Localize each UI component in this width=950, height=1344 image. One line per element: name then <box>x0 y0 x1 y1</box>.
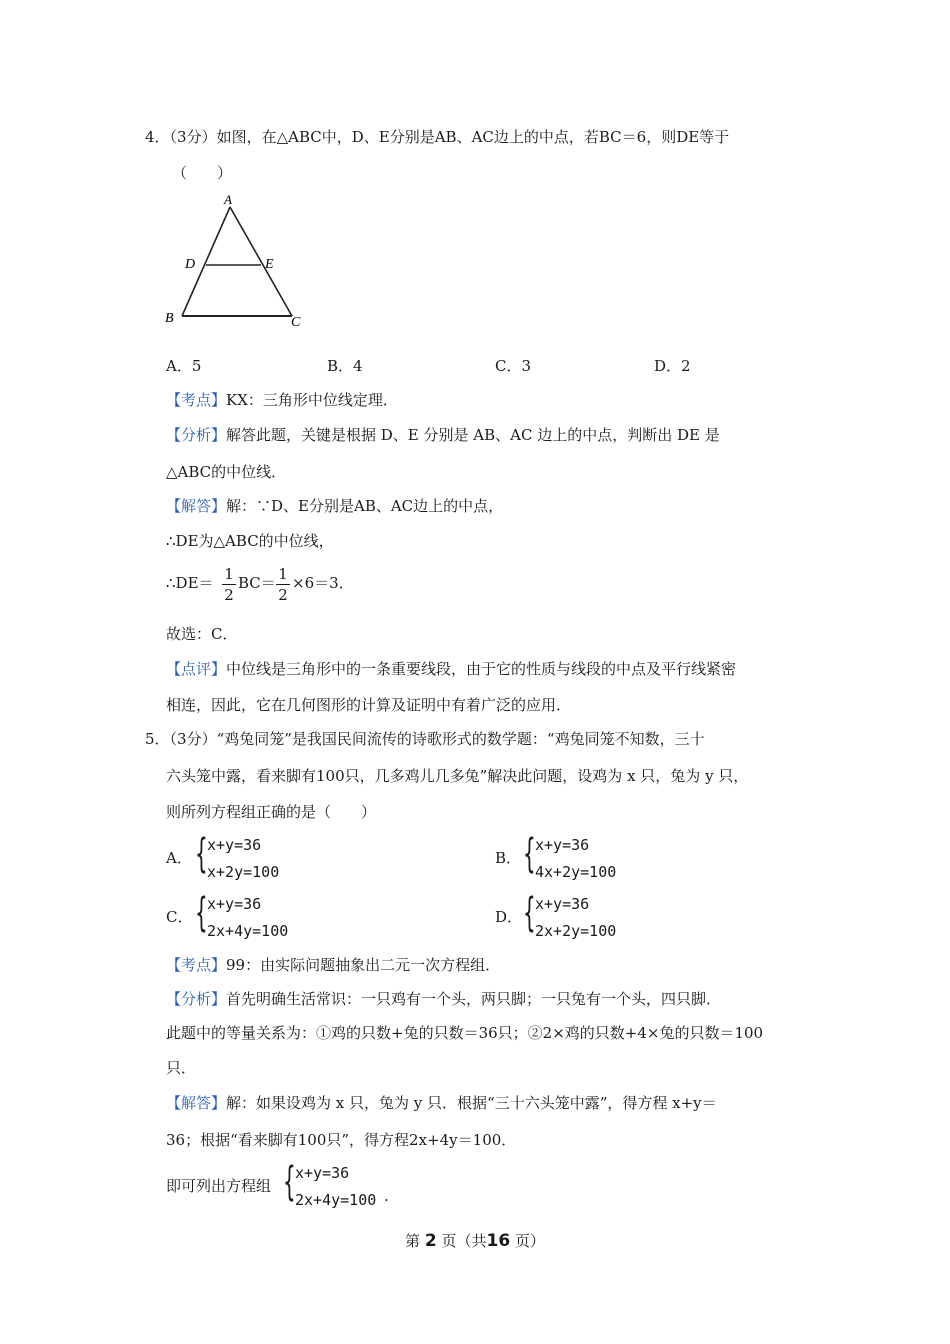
q4-dianping-line2: 相连，因此，它在几何图形的计算及证明中有着广泛的应用． <box>166 696 572 714</box>
q4-jieda <box>166 496 503 516</box>
q4-jieda-line2: ∴DE为△ABC的中位线， <box>166 532 334 550</box>
footer-page-number: 2 <box>424 1231 437 1251</box>
brace-icon: { <box>195 890 208 936</box>
frac-num-1: 1 <box>224 565 234 583</box>
dianping-tag: 【点评】 <box>166 660 227 678</box>
jieda-tag: 【解答】 <box>166 1094 227 1112</box>
q5-option-a-eq2: x+2y=100 <box>207 863 280 881</box>
q4-jieda-line3-b: BC＝ <box>238 574 276 592</box>
q4-fenxi <box>166 425 720 445</box>
q5-system-eq1: x+y=36 <box>295 1164 350 1182</box>
footer-total-pages: 16 <box>486 1231 511 1251</box>
dianping-text-1: 中位线是三角形中的一条重要线段，由于它的性质与线段的中点及平行线紧密 <box>226 660 737 678</box>
q5-option-b-eq1: x+y=36 <box>535 836 590 854</box>
q5-option-c-eq2: 2x+4y=100 <box>207 922 289 940</box>
q5-option-a-eq1: x+y=36 <box>207 836 262 854</box>
footer-mid: 页（共 <box>441 1232 487 1250</box>
brace-icon: { <box>195 831 208 877</box>
page-footer <box>0 1230 950 1251</box>
brace-icon: { <box>523 890 536 936</box>
fraction-half-2 <box>276 565 290 604</box>
fenxi-text-1: 解答此题，关键是根据 D、E 分别是 AB、AC 边上的中点，判断出 DE 是 <box>226 426 720 444</box>
jieda-text-1: 解：∵D、E分别是AB、AC边上的中点， <box>226 497 504 515</box>
triangle-figure <box>160 190 320 335</box>
q4-fenxi-line2: △ABC的中位线． <box>166 463 287 481</box>
brace-icon: { <box>283 1159 296 1205</box>
q5-option-c-eq1: x+y=36 <box>207 895 262 913</box>
q5-option-d-label: D． <box>495 908 523 926</box>
q5-option-c-label: C． <box>166 908 193 926</box>
label-E: E <box>265 257 274 272</box>
q5-stem-line1: 5．（3分）“鸡兔同笼”是我国民间流传的诗歌形式的数学题：“鸡兔同笼不知数，三十 <box>145 730 705 748</box>
q4-option-a: A．5 <box>166 357 202 375</box>
label-A: A <box>224 192 232 207</box>
q4-stem-line1: 4．（3分）如图，在△ABC中，D、E分别是AB、AC边上的中点，若BC＝6，则DE等于 <box>145 128 730 146</box>
q5-jieda-line2: 36；根据“看来脚有100只”，得方程2x+4y＝100． <box>166 1131 517 1149</box>
footer-pre: 第 <box>405 1232 421 1250</box>
q5-option-b-label: B． <box>495 849 522 867</box>
fenxi-tag: 【分析】 <box>166 426 227 444</box>
q5-option-b-eq2: 4x+2y=100 <box>535 863 617 881</box>
frac-den-2: 2 <box>278 586 288 604</box>
label-B: B <box>165 311 174 326</box>
q5-system-eq2: 2x+4y=100 <box>295 1191 377 1209</box>
kaodian-text: 99：由实际问题抽象出二元一次方程组． <box>226 956 501 974</box>
jieda-tag: 【解答】 <box>166 497 227 515</box>
q5-stem-line2: 六头笼中露，看来脚有100只，几多鸡儿几多兔”解决此问题，设鸡为 x 只，兔为 y 只， <box>166 767 749 785</box>
q5-jieda-line3: 即可列出方程组 <box>166 1177 272 1195</box>
q5-fenxi <box>166 989 721 1009</box>
jieda-text-1: 解：如果设鸡为 x 只，兔为 y 只．根据“三十六头笼中露”，得方程 x+y＝ <box>226 1094 717 1112</box>
q5-option-d-eq1: x+y=36 <box>535 895 590 913</box>
q4-jieda-line3-a: ∴DE＝ <box>166 574 214 592</box>
label-D: D <box>185 257 196 272</box>
q4-option-b: B．4 <box>327 357 363 375</box>
fenxi-text-1: 首先明确生活常识：一只鸡有一个头，两只脚；一只兔有一个头，四只脚． <box>226 990 722 1008</box>
fraction-half-1 <box>222 565 236 604</box>
q5-fenxi-line2: 此题中的等量关系为：①鸡的只数+兔的只数＝36只；②2×鸡的只数+4×兔的只数＝100 <box>166 1024 764 1042</box>
kaodian-tag: 【考点】 <box>166 391 227 409</box>
frac-den-1: 2 <box>224 586 234 604</box>
q4-kaodian <box>166 390 398 410</box>
q4-jieda-line3-c: ×6＝3． <box>292 574 354 592</box>
q4-stem-line2: （ ） <box>172 164 233 182</box>
fenxi-tag: 【分析】 <box>166 990 227 1008</box>
kaodian-text: KX：三角形中位线定理． <box>226 391 398 409</box>
frac-num-2: 1 <box>278 565 288 583</box>
q5-stem-line3: 则所列方程组正确的是（ ） <box>166 803 377 821</box>
q4-jieda-line4: 故选：C． <box>166 625 238 643</box>
q5-system-end: . <box>384 1187 389 1205</box>
footer-post: 页） <box>514 1232 545 1250</box>
q4-option-d: D．2 <box>654 357 691 375</box>
q5-kaodian <box>166 955 500 975</box>
q5-jieda <box>166 1093 717 1113</box>
q5-option-a-label: A． <box>166 849 192 867</box>
q5-fenxi-line3: 只． <box>166 1059 197 1077</box>
label-C: C <box>291 315 301 330</box>
q5-option-d-eq2: 2x+2y=100 <box>535 922 617 940</box>
brace-icon: { <box>523 831 536 877</box>
q4-option-c: C．3 <box>495 357 532 375</box>
q4-dianping <box>166 659 736 679</box>
kaodian-tag: 【考点】 <box>166 956 227 974</box>
